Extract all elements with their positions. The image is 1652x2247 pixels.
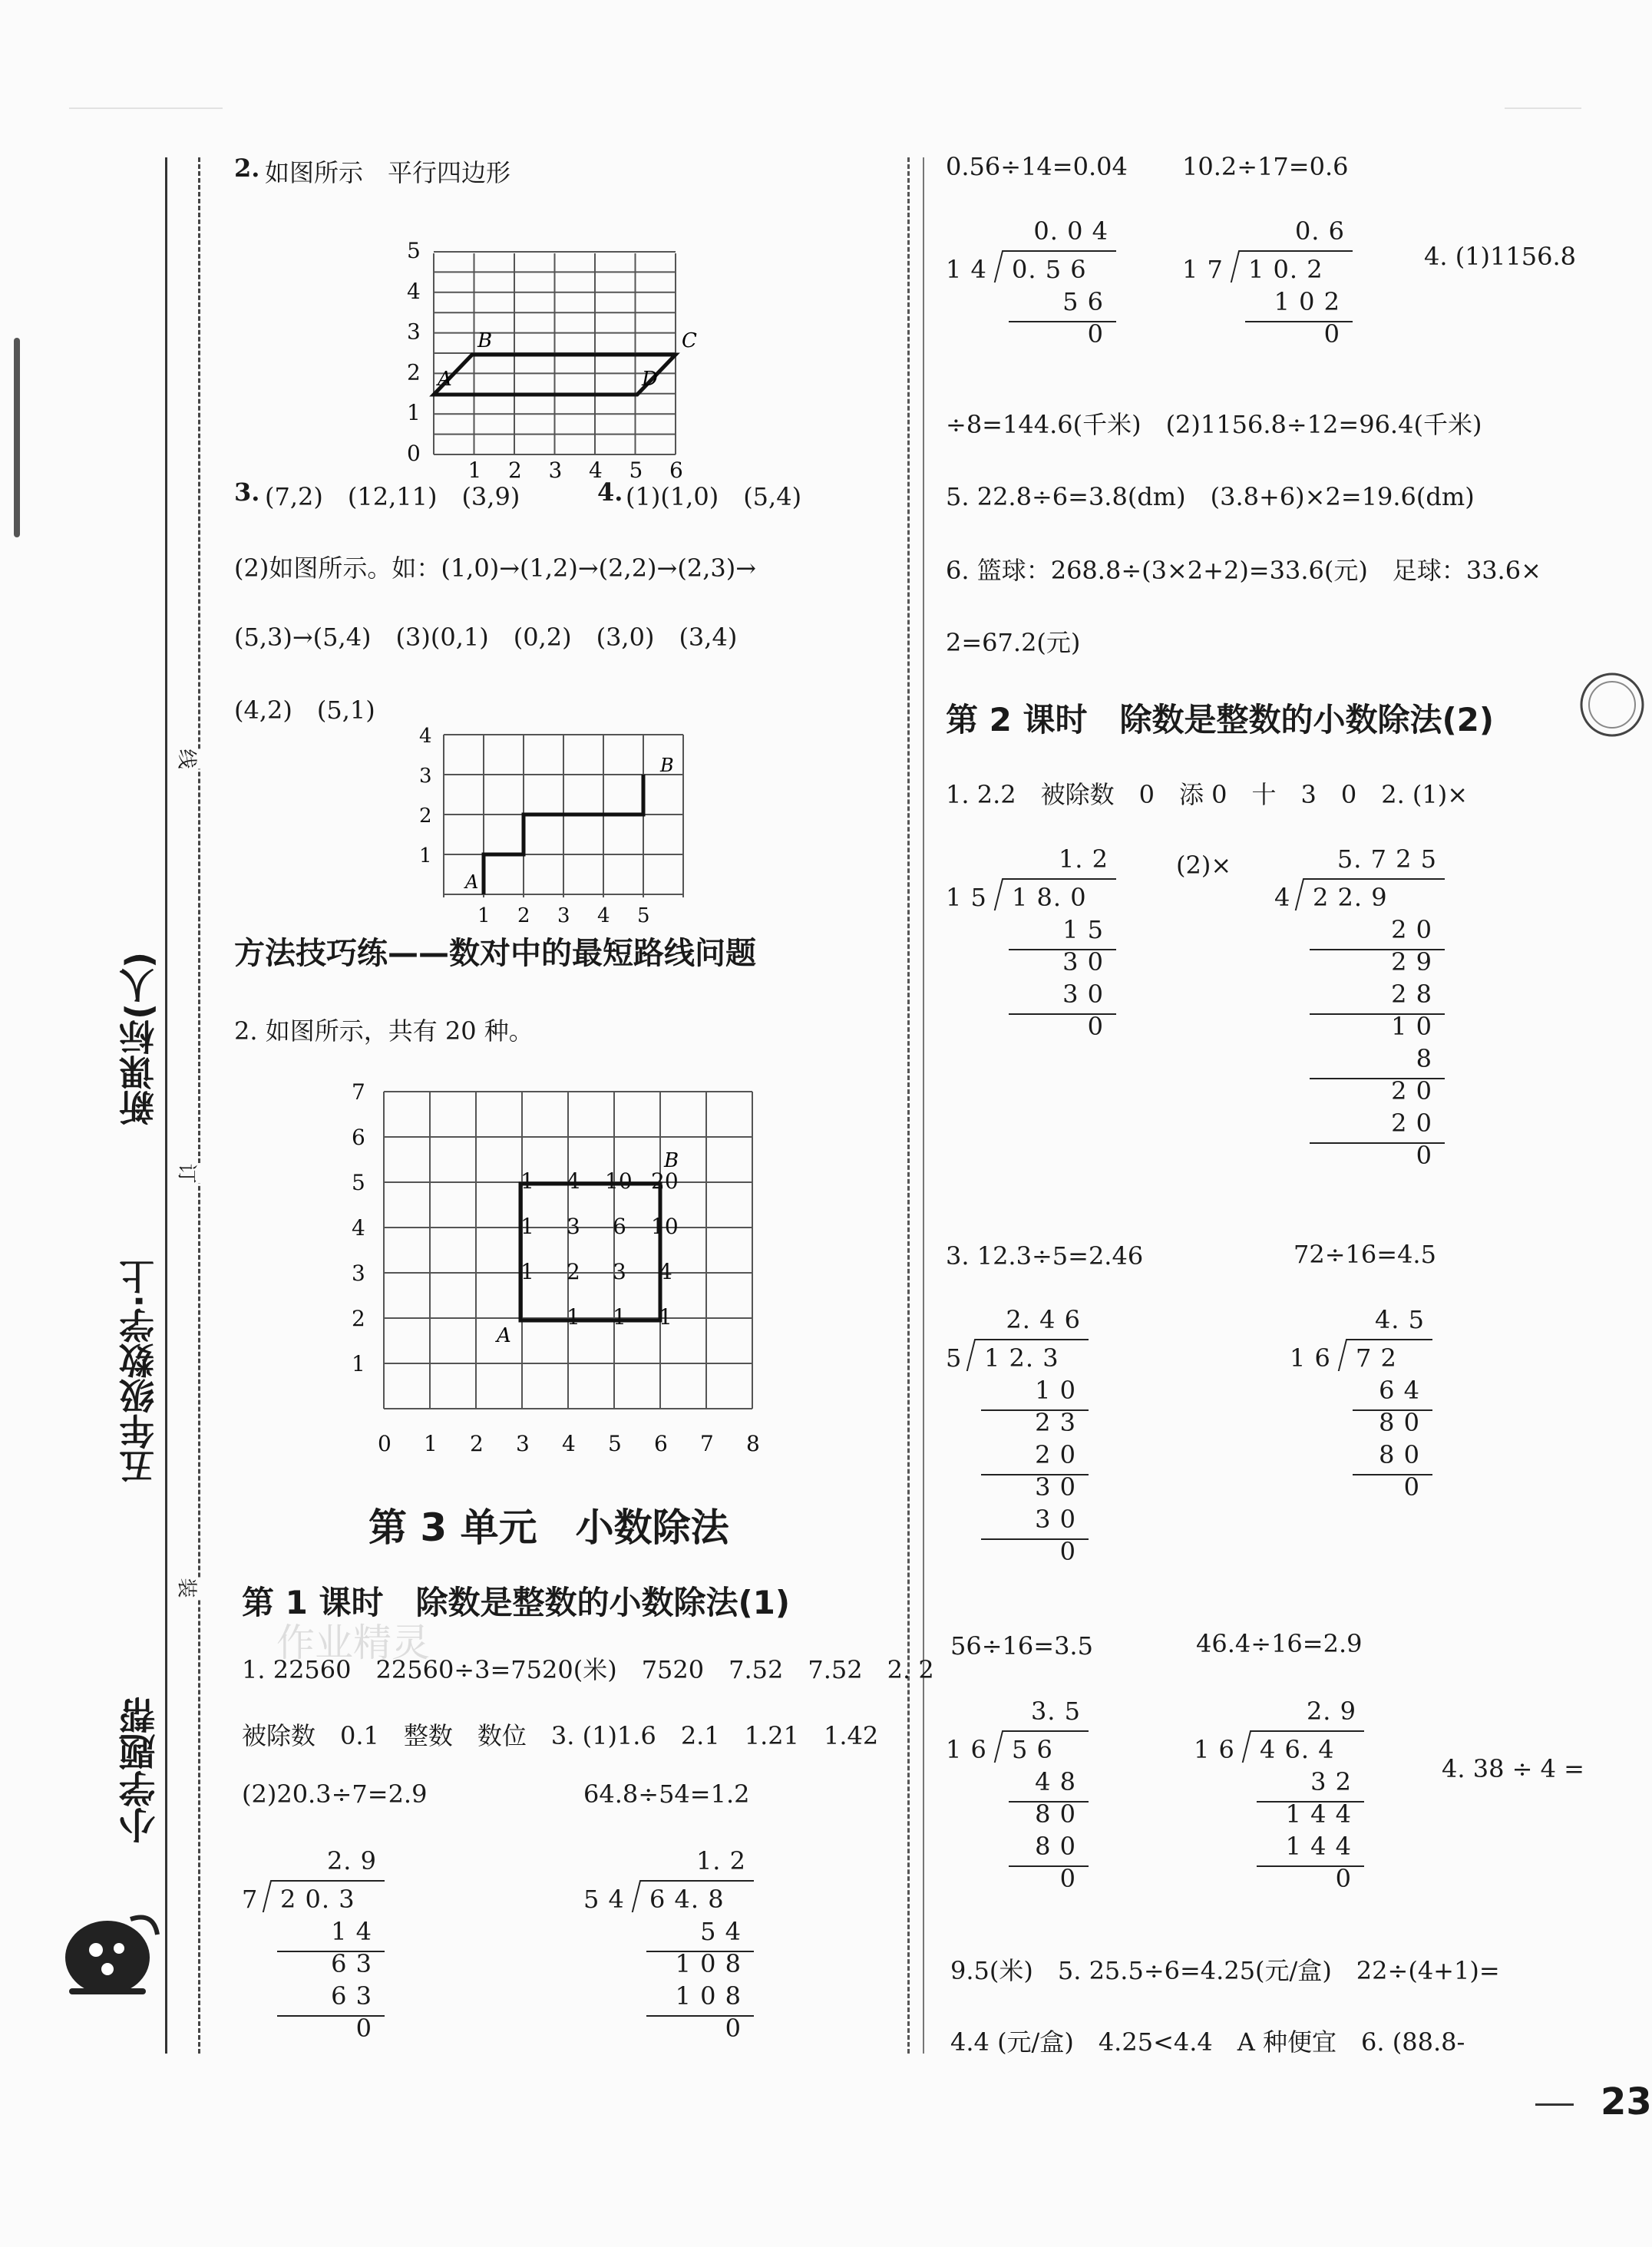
division-step: 4 8 — [1035, 1767, 1076, 1796]
sidebar-book-title: 五年级数学·上 — [118, 1259, 160, 1485]
y-tick: 4 — [352, 1215, 365, 1241]
path-count: 2 — [567, 1259, 580, 1284]
division-step: 3 0 — [1035, 1472, 1076, 1502]
division-step: 8 — [1416, 1044, 1432, 1073]
division-step: 1 5 — [1062, 915, 1104, 944]
sidebar-edition: 新课标(人) — [118, 952, 160, 1126]
division-bracket — [1242, 1730, 1259, 1763]
lesson2-last2: 4.4 (元/盒) 4.25<4.4 A 种便宜 6. (88.8- — [950, 2027, 1465, 2057]
q6: 6. 篮球：268.8÷(3×2+2)=33.6(元) 足球：33.6× — [946, 556, 1541, 585]
dividend: 7 2 — [1356, 1343, 1397, 1373]
x-tick: 3 — [548, 458, 563, 483]
q4-label: 4. — [597, 477, 623, 507]
long-division-3 — [946, 844, 1116, 1055]
quotient: 2. 4 6 — [1006, 1305, 1081, 1334]
sidebar-line-dashed — [198, 157, 200, 2054]
x-tick: 2 — [470, 1431, 484, 1456]
dividend: 4 6. 4 — [1260, 1735, 1335, 1764]
dividend: 6 4. 8 — [649, 1885, 725, 1914]
route-B: B — [660, 755, 674, 776]
division-bracket — [1295, 878, 1312, 910]
division-step: 0 — [1335, 1864, 1352, 1893]
subtraction-line — [1009, 1865, 1089, 1867]
division-step: 2 9 — [1391, 947, 1432, 976]
route-figure — [419, 710, 691, 929]
long-division-1 — [946, 216, 1116, 362]
x-tick: 2 — [508, 458, 522, 483]
x-tick: 1 — [468, 458, 482, 483]
eq-top-a: 0.56÷14=0.04 — [946, 152, 1128, 181]
division-step: 6 4 — [1379, 1376, 1420, 1405]
y-tick: 0 — [407, 441, 421, 466]
highlight-box — [520, 1184, 660, 1320]
path-count: 1 — [613, 1304, 626, 1330]
lesson2-eq4b: 46.4÷16=2.9 — [1196, 1629, 1363, 1658]
divisor: 7 — [242, 1885, 259, 1914]
stamp-icon — [1574, 666, 1643, 743]
x-tick: 4 — [562, 1431, 576, 1456]
division-step: 2 8 — [1391, 980, 1432, 1009]
division-step: 0 — [1059, 1537, 1076, 1566]
path-count: 10 — [651, 1214, 679, 1239]
dividend: 1 0. 2 — [1248, 255, 1323, 284]
q3-text: (7,2) (12,11) (3,9) — [265, 482, 520, 511]
q2-text: 如图所示 平行四边形 — [265, 158, 511, 187]
shortest-path-figure — [345, 1075, 775, 1459]
division-step: 3 2 — [1310, 1767, 1352, 1796]
division-bracket — [1338, 1339, 1355, 1371]
column-divider — [907, 157, 910, 2054]
divisor: 1 6 — [1194, 1735, 1235, 1764]
division-bracket — [994, 250, 1011, 283]
division-step: 1 0 8 — [675, 1981, 742, 2011]
path-count: 1 — [520, 1168, 534, 1194]
path-count: 1 — [520, 1214, 534, 1239]
y-tick: 2 — [419, 805, 432, 828]
division-step: 0 — [1087, 1012, 1104, 1041]
lesson2-last1: 9.5(米) 5. 25.5÷6=4.25(元/盒) 22÷(4+1)= — [950, 1956, 1500, 1985]
method-q2: 2. 如图所示，共有 20 种。 — [234, 1016, 534, 1046]
dividend: 5 6 — [1012, 1735, 1053, 1764]
parallelogram-figure — [399, 223, 722, 483]
quotient: 0. 6 — [1294, 216, 1345, 246]
dividend: 1 8. 0 — [1012, 883, 1087, 912]
long-division-7 — [946, 1697, 1089, 1907]
dividend: 2 2. 9 — [1313, 883, 1388, 912]
lesson1-line2: 被除数 0.1 整数 数位 3. (1)1.6 2.1 1.21 1.42 — [242, 1721, 879, 1750]
y-tick: 6 — [352, 1125, 365, 1150]
x-tick: 1 — [424, 1431, 438, 1456]
lesson1-eq-b: 64.8÷54=1.2 — [583, 1779, 750, 1809]
quotient: 4. 5 — [1374, 1305, 1425, 1334]
x-tick: 8 — [746, 1431, 760, 1456]
quotient: 2. 9 — [326, 1846, 377, 1875]
y-tick: 5 — [352, 1170, 365, 1195]
path-count: 4 — [567, 1168, 580, 1194]
division-step: 0 — [355, 2014, 372, 2043]
y-tick: 2 — [407, 359, 421, 385]
quotient: 2. 9 — [1306, 1697, 1356, 1726]
division-step: 6 3 — [331, 1949, 372, 1978]
division-step: 0 — [1059, 1864, 1076, 1893]
path-count: 1 — [659, 1304, 672, 1330]
division-bracket — [994, 878, 1011, 910]
subtraction-line — [1353, 1474, 1432, 1475]
division-bar — [1003, 878, 1116, 880]
division-bar — [640, 1880, 754, 1882]
column-divider-solid — [923, 157, 924, 2054]
division-step: 2 0 — [1391, 1076, 1432, 1105]
quotient: 1. 2 — [1058, 844, 1108, 874]
division-bracket — [966, 1339, 983, 1371]
division-step: 0 — [1416, 1141, 1432, 1170]
lesson1-eq-a: (2)20.3÷7=2.9 — [242, 1779, 428, 1809]
y-tick: 2 — [352, 1306, 365, 1331]
division-bar — [1239, 250, 1353, 252]
path-count: 20 — [651, 1168, 679, 1194]
long-division-2 — [1182, 216, 1353, 362]
path-count: 3 — [567, 1214, 580, 1239]
binding-mark-ding: 订 — [174, 1163, 203, 1183]
y-tick: 4 — [419, 725, 432, 748]
division-step: 6 3 — [331, 1981, 372, 2011]
division-step: 1 4 4 — [1285, 1832, 1352, 1861]
y-tick: 5 — [407, 238, 421, 263]
x-tick: 6 — [669, 458, 683, 483]
vertex-D: D — [642, 368, 658, 391]
unit-title: 第 3 单元 小数除法 — [368, 1505, 729, 1550]
division-step: 8 0 — [1035, 1832, 1076, 1861]
division-step: 8 0 — [1379, 1408, 1420, 1437]
division-step: 1 4 — [331, 1917, 372, 1946]
top-rule — [69, 107, 223, 109]
y-tick: 1 — [352, 1351, 365, 1376]
x-tick: 0 — [378, 1431, 392, 1456]
q3-label: 3. — [234, 477, 260, 507]
division-step: 0 — [1323, 319, 1340, 349]
page-number: 23 — [1601, 2080, 1652, 2123]
y-tick: 3 — [407, 319, 421, 345]
long-division-5 — [946, 1305, 1089, 1580]
division-bracket — [632, 1880, 649, 1912]
quotient: 5. 7 2 5 — [1336, 844, 1437, 874]
divisor: 1 4 — [946, 255, 987, 284]
division-step: 0 — [1087, 319, 1104, 349]
binding-mark-zhuang: 装 — [174, 1578, 203, 1598]
sidebar-brand: 小学题帮 — [119, 1697, 162, 1844]
division-step: 3 0 — [1062, 947, 1104, 976]
x-tick: 3 — [516, 1431, 530, 1456]
divisor: 1 6 — [946, 1735, 987, 1764]
dividend: 1 2. 3 — [984, 1343, 1059, 1373]
quotient: 3. 5 — [1030, 1697, 1081, 1726]
division-step: 1 0 2 — [1274, 287, 1340, 316]
long-division-4 — [1274, 844, 1445, 1184]
division-step: 8 0 — [1035, 1799, 1076, 1829]
path-count: 6 — [613, 1214, 626, 1239]
quotient: 0. 0 4 — [1033, 216, 1108, 246]
path-count: 4 — [659, 1259, 672, 1284]
grid-A: A — [497, 1324, 511, 1347]
divisor: 5 — [946, 1343, 963, 1373]
route-A: A — [465, 871, 479, 893]
quotient: 1. 2 — [695, 1846, 746, 1875]
division-step: 2 0 — [1035, 1440, 1076, 1469]
division-bar — [1003, 1730, 1089, 1732]
division-bracket — [263, 1880, 279, 1912]
route-line-a: (2)如图所示。如：(1,0)→(1,2)→(2,2)→(2,3)→ — [234, 553, 757, 583]
lesson2-eq4a: 56÷16=3.5 — [950, 1631, 1093, 1660]
division-bar — [1003, 250, 1116, 252]
page-number-rule — [1535, 2103, 1574, 2106]
x-tick: 7 — [700, 1431, 714, 1456]
q5: 5. 22.8÷6=3.8(dm) (3.8+6)×2=19.6(dm) — [946, 482, 1475, 511]
division-step: 2 3 — [1035, 1408, 1076, 1437]
division-bar — [1303, 878, 1445, 880]
dividend: 0. 5 6 — [1012, 255, 1087, 284]
divisor: 1 5 — [946, 883, 987, 912]
left-edge-mark — [14, 338, 20, 537]
divisor: 5 4 — [583, 1885, 625, 1914]
path-count: 10 — [605, 1168, 633, 1194]
y-tick: 4 — [407, 278, 421, 304]
q2-label: 2. — [234, 154, 260, 183]
binding-mark-xian: 线 — [174, 748, 203, 768]
division-step: 1 0 8 — [675, 1949, 742, 1978]
lesson1-line1: 1. 22560 22560÷3=7520(米) 7520 7.52 7.52 2. 2 — [242, 1655, 934, 1684]
y-tick: 1 — [407, 400, 421, 426]
long-division-8 — [1194, 1697, 1364, 1907]
division-step: 8 0 — [1379, 1440, 1420, 1469]
y-tick: 7 — [352, 1079, 365, 1105]
lesson2-q4: 4. 38 ÷ 4 = — [1442, 1754, 1584, 1783]
path-count: 1 — [567, 1304, 580, 1330]
watermark: 作业精灵 — [276, 1621, 430, 1665]
eq-top-b: 10.2÷17=0.6 — [1182, 152, 1349, 181]
x-tick: 6 — [654, 1431, 668, 1456]
q6b: 2=67.2(元) — [946, 628, 1081, 657]
divisor: 1 6 — [1290, 1343, 1331, 1373]
division-step: 5 4 — [700, 1917, 742, 1946]
dividend: 2 0. 3 — [280, 1885, 355, 1914]
grid-B: B — [664, 1149, 679, 1172]
q4-line: ÷8=144.6(千米) (2)1156.8÷12=96.4(千米) — [946, 410, 1482, 439]
lesson2-eq3b: 72÷16=4.5 — [1294, 1240, 1436, 1269]
y-tick: 3 — [352, 1261, 365, 1286]
division-step: 3 0 — [1062, 980, 1104, 1009]
lesson2-eq3a: 3. 12.3÷5=2.46 — [946, 1241, 1144, 1271]
division-step: 0 — [1403, 1472, 1420, 1502]
lesson1-title: 第 1 课时 除数是整数的小数除法(1) — [242, 1584, 791, 1621]
division-bracket — [994, 1730, 1011, 1763]
path-count: 1 — [520, 1259, 534, 1284]
long-division-9 — [242, 1846, 385, 2057]
x-tick: 5 — [608, 1431, 622, 1456]
x-tick: 4 — [589, 458, 603, 483]
division-bracket — [1231, 250, 1247, 283]
division-bar — [1346, 1339, 1432, 1340]
long-division-6 — [1290, 1305, 1432, 1515]
division-bar — [271, 1880, 385, 1882]
x-tick: 5 — [637, 904, 650, 927]
x-tick: 4 — [597, 904, 610, 927]
division-step: 2 0 — [1391, 1109, 1432, 1138]
division-step: 2 0 — [1391, 915, 1432, 944]
x-tick: 3 — [557, 904, 570, 927]
division-step: 5 6 — [1062, 287, 1104, 316]
division-bar — [975, 1339, 1089, 1340]
route-line-b: (5,3)→(5,4) (3)(0,1) (0,2) (3,0) (3,4) — [234, 623, 738, 652]
lesson2-line1: 1. 2.2 被除数 0 添 0 十 3 0 2. (1)× — [946, 780, 1469, 809]
division-step: 1 4 4 — [1285, 1799, 1352, 1829]
division-step: 3 0 — [1035, 1505, 1076, 1534]
path-count: 3 — [613, 1259, 626, 1284]
divisor: 4 — [1274, 883, 1291, 912]
lesson2-title: 第 2 课时 除数是整数的小数除法(2) — [946, 701, 1495, 739]
division-step: 1 0 — [1391, 1012, 1432, 1041]
vertex-A: A — [438, 368, 452, 391]
q4-text: (1)(1,0) (5,4) — [626, 482, 802, 511]
method-title: 方法技巧练——数对中的最短路线问题 — [234, 936, 756, 971]
division-step: 1 0 — [1035, 1376, 1076, 1405]
divisor: 1 7 — [1182, 255, 1224, 284]
division-bar — [1251, 1730, 1364, 1732]
x-tick: 1 — [477, 904, 491, 927]
mascot-icon — [54, 1873, 169, 2004]
vertex-B: B — [477, 329, 493, 352]
route-line-c: (4,2) (5,1) — [234, 696, 375, 725]
lesson2-mark2: (2)× — [1176, 851, 1232, 880]
y-tick: 3 — [419, 765, 432, 788]
x-tick: 5 — [629, 458, 643, 483]
vertex-C: C — [682, 329, 697, 352]
x-tick: 2 — [517, 904, 530, 927]
top-rule-right — [1505, 107, 1581, 109]
q4-head: 4. (1)1156.8 — [1424, 242, 1576, 271]
long-division-10 — [583, 1846, 754, 2057]
y-tick: 1 — [419, 844, 432, 867]
division-step: 0 — [725, 2014, 742, 2043]
